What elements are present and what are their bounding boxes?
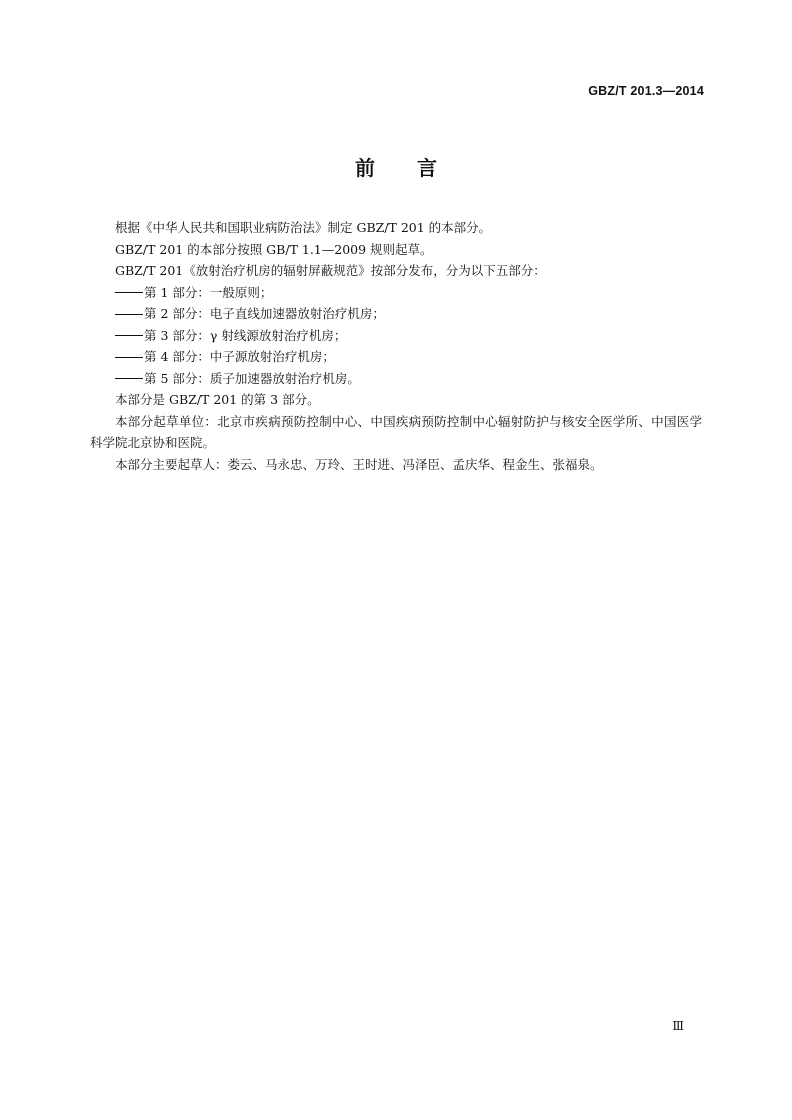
page-number: Ⅲ <box>672 1019 684 1033</box>
document-body <box>90 217 702 475</box>
list-item-text: 第 5 部分：质子加速器放射治疗机房。 <box>144 370 360 386</box>
dash-mark <box>115 378 143 380</box>
paragraph: 本部分是 GBZ/T 201 的第 3 部分。 <box>115 392 320 407</box>
list-item-text: 第 3 部分：γ 射线源放射治疗机房； <box>144 327 347 343</box>
list-item <box>90 325 702 347</box>
list-item <box>90 303 702 325</box>
paragraph: GBZ/T 201 的本部分按照 GB/T 1.1—2009 规则起草。 <box>115 241 433 257</box>
paragraph: GBZ/T 201《放射治疗机房的辐射屏蔽规范》按部分发布，分为以下五部分： <box>115 263 546 278</box>
paragraph: 本部分起草单位：北京市疾病预防控制中心、中国疾病预防控制中心辐射防护与核安全医学所、中国医学科学院北京协和医院。 <box>90 413 702 450</box>
list-item <box>90 368 702 390</box>
paragraph: 根据《中华人民共和国职业病防治法》制定 GBZ/T 201 的本部分。 <box>115 220 492 235</box>
list-item <box>90 346 702 368</box>
standard-code: GBZ/T 201.3—2014 <box>588 84 704 98</box>
list-item <box>90 282 702 304</box>
page-title: 前言 <box>355 156 479 180</box>
list-item-text: 第 2 部分：电子直线加速器放射治疗机房； <box>144 306 385 321</box>
dash-mark <box>115 314 143 316</box>
paragraph: 本部分主要起草人：娄云、马永忠、万玲、王时进、冯泽臣、孟庆华、程金生、张福泉。 <box>115 456 603 472</box>
dash-mark <box>115 357 143 359</box>
list-item-text: 第 1 部分：一般原则； <box>144 284 273 300</box>
list-item-text: 第 4 部分：中子源放射治疗机房； <box>144 349 335 364</box>
dash-mark <box>115 292 143 294</box>
dash-mark <box>115 335 143 337</box>
